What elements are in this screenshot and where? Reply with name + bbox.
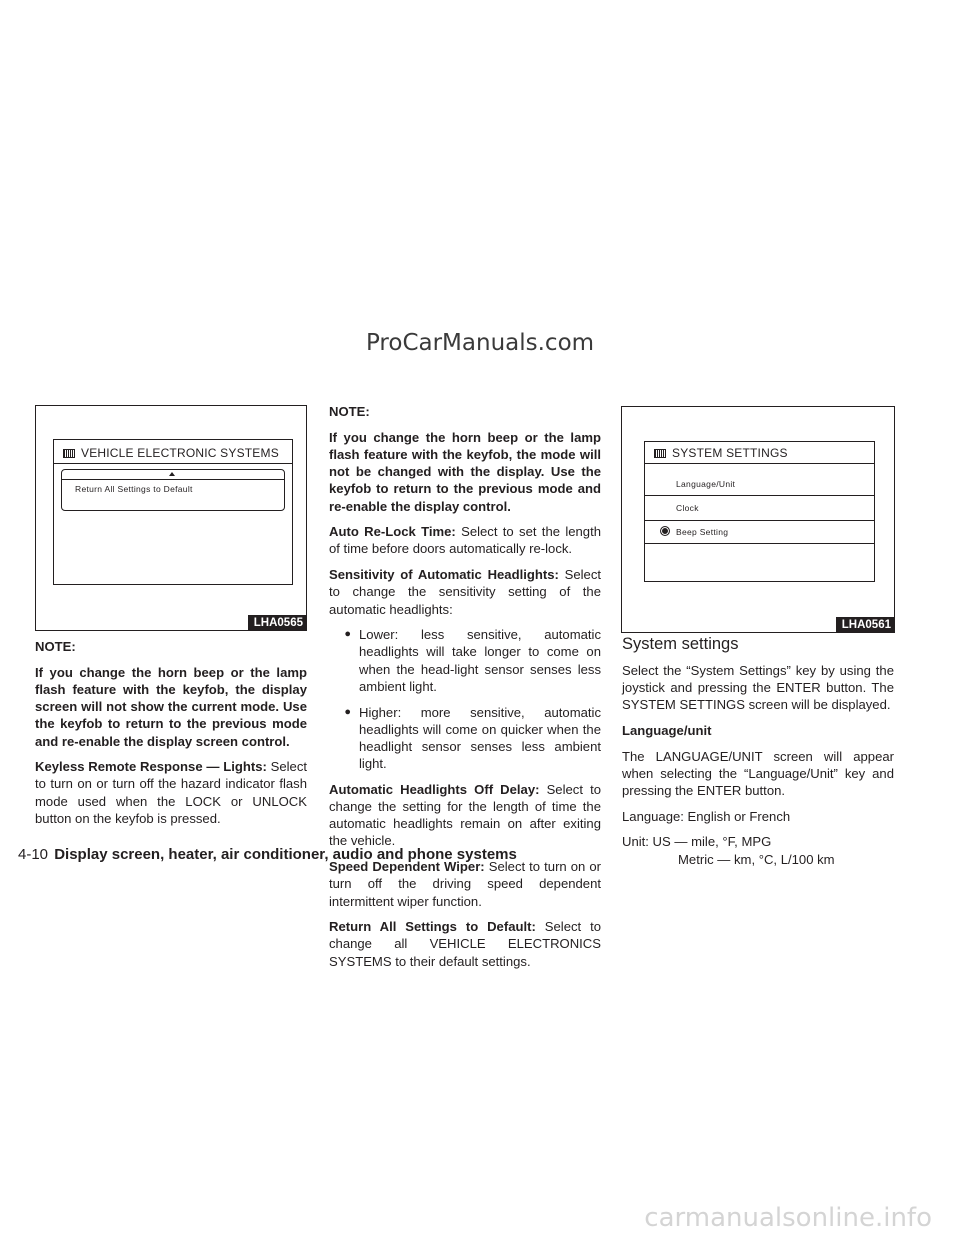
scroll-up-icon	[169, 472, 175, 476]
figure-label: LHA0565	[248, 615, 306, 630]
menu-item-box	[61, 469, 285, 511]
bullet-higher: ● Higher: more sensitive, automatic headlights will come on quicker when the headlight sensor senses less ambient light.	[329, 704, 601, 773]
watermark-carmanualsonline: carmanualsonline.info	[644, 1203, 932, 1233]
note-heading: NOTE:	[329, 404, 370, 419]
bullet-lower: ● Lower: less sensitive, automatic headlights will take longer to come on when the head-light sensor senses less ambient light.	[329, 626, 601, 695]
divider	[645, 520, 874, 521]
language-unit-paragraph: The LANGUAGE/UNIT screen will appear when selecting the “Language/Unit” key and pressing the ENTER button.	[622, 748, 894, 798]
language-line: Language: English or French	[622, 808, 791, 824]
figure-vehicle-electronic-systems	[35, 405, 307, 631]
column-1	[35, 638, 307, 836]
column-3	[622, 636, 894, 868]
menu-item-beep-setting: Beep Setting	[676, 527, 729, 537]
menu-item-clock: Clock	[676, 503, 699, 513]
keyboard-icon	[63, 449, 75, 458]
chapter-title: Display screen, heater, air conditioner, audio and phone systems	[54, 846, 517, 863]
unit-line: Unit: US — mile, °F, MPG	[622, 834, 772, 850]
keyless-remote-paragraph: Keyless Remote Response — Lights: Select to turn on or turn off the hazard indicator flash mode used when the LOCK or UNLOCK button on the keyfob is pressed.	[35, 759, 308, 826]
note-body: If you change the horn beep or the lamp flash feature with the keyfob, the display screen will not show the current mode. Use the keyfob to return to the previous mode and re-enable the display screen control.	[35, 664, 307, 749]
divider	[645, 463, 874, 464]
figure-system-settings	[621, 406, 895, 633]
keyboard-icon	[654, 449, 666, 458]
off-delay-paragraph: Automatic Headlights Off Delay: Select to change the setting for the length of time the automatic headlights remain on after exiting the vehicle.	[329, 781, 601, 849]
bullet-icon: ●	[344, 705, 351, 718]
page-footer	[18, 846, 517, 863]
keyless-remote-label: Keyless Remote Response — Lights:	[35, 759, 267, 775]
sub-heading: Language/unit	[622, 722, 712, 738]
return-default-paragraph: Return All Settings to Default: Select to change all VEHICLE ELECTRONICS SYSTEMS to their default settings.	[329, 919, 601, 969]
menu-item-return-all-settings: Return All Settings to Default	[75, 484, 193, 494]
speed-wiper-paragraph: Speed Dependent Wiper: Select to turn on or turn off the driving speed dependent intermittent wiper function.	[329, 859, 602, 909]
screen-system-settings	[644, 441, 875, 582]
menu-item-language-unit: Language/Unit	[676, 479, 736, 489]
divider	[62, 479, 284, 480]
sensitivity-paragraph: Sensitivity of Automatic Headlights: Select to change the sensitivity setting of the automatic headlights:	[329, 567, 602, 617]
section-heading: System settings	[622, 635, 739, 653]
note-body: If you change the horn beep or the lamp flash feature with the keyfob, the mode will not be changed with the display. Use the keyfob to return to the previous mode and re-enable the display control.	[329, 429, 601, 514]
divider	[645, 543, 874, 544]
screen-vehicle-electronic-systems	[53, 439, 293, 585]
metric-line: Metric — km, °C, L/100 km	[678, 851, 835, 867]
column-2	[329, 403, 601, 978]
screen-title: SYSTEM SETTINGS	[654, 446, 788, 460]
bullet-icon: ●	[344, 628, 351, 641]
intro-paragraph: Select the “System Settings” key by using the joystick and pressing the ENTER button. The SYSTEM SETTINGS screen will be displayed.	[622, 662, 894, 713]
screen-title: VEHICLE ELECTRONIC SYSTEMS	[63, 446, 279, 460]
divider	[54, 463, 292, 464]
auto-relock-paragraph: Auto Re-Lock Time: Select to set the length of time before doors automatically re-lock.	[329, 524, 601, 557]
divider	[645, 495, 874, 496]
selected-icon	[660, 526, 670, 536]
page-number: 4-10	[18, 846, 49, 863]
note-heading: NOTE:	[35, 639, 76, 654]
figure-label: LHA0561	[836, 617, 894, 632]
watermark-procarmanuals: ProCarManuals.com	[365, 330, 595, 356]
